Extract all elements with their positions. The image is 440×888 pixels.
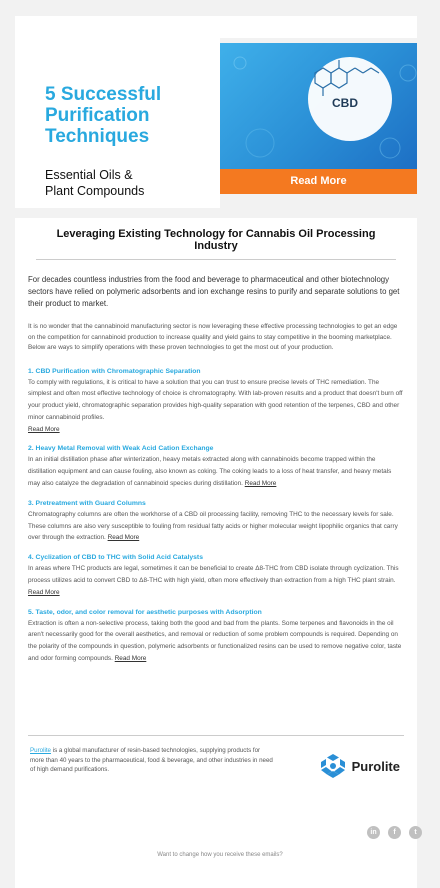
cbd-image-label: CBD bbox=[332, 96, 358, 110]
read-more-link[interactable]: Read More bbox=[28, 425, 60, 433]
section-4 bbox=[28, 554, 404, 598]
social-icons bbox=[367, 826, 422, 839]
section-body bbox=[28, 454, 404, 489]
section-text: In an initial distillation phase after winterization, heavy metals extracted along with cannabinoids become trapped within the distillation equipment and can cause fouling, also known as coking. The coking leads to a loss of heat transfer, and heavy metals may also catalyze the degradation of cannabinoid species during distillation. bbox=[28, 456, 392, 488]
section-text: To comply with regulations, it is critical to have a solution that you can trust to ensure precise levels of THC remediation. The simplest and often most effective technology of choice is chromatography. With lab-proven results and a product that doesn't burn off your product yield, chromatographic separation provides high-quality separation with good retention of the terpenes, CBD and other minor cannabinoid profiles. bbox=[28, 378, 403, 421]
section-3 bbox=[28, 500, 404, 544]
section-text: Extraction is often a non-selective process, taking both the good and bad from the plants. Some terpenes and flavonoids in the oil aren't necessarily good for the overall aesthetics, and removal or reduction of some problem compounds is required. Depending on the polarity of the compounds in question, polymeric adsorbents or functionalized resins can be used to remove negative color, taste and odor forming compounds. bbox=[28, 619, 402, 663]
linkedin-icon[interactable]: in bbox=[367, 826, 380, 839]
article-paragraph: It is no wonder that the cannabinoid manufacturing sector is now leveraging these effective processing technologies to get an edge on the competition for cannabinoid production to increase quality and yield gains to stay competitive in the booming marketplace. Below are ways to simplify operations with these proven technologies to get the most out of your production. bbox=[28, 323, 398, 351]
email-preferences-text[interactable]: Want to change how you receive these emails? bbox=[157, 852, 283, 858]
read-more-link[interactable]: Read More bbox=[28, 588, 60, 596]
company-footer bbox=[28, 735, 404, 796]
article-heading: Leveraging Existing Technology for Cannabis Oil Processing Industry bbox=[36, 228, 396, 260]
section-title: 2. Heavy Metal Removal with Weak Acid Cation Exchange bbox=[28, 445, 214, 453]
read-more-link[interactable]: Read More bbox=[107, 534, 140, 542]
section-1 bbox=[28, 368, 404, 436]
hero-image-panel bbox=[220, 38, 417, 208]
section-title: 5. Taste, odor, and color removal for aesthetic purposes with Adsorption bbox=[28, 608, 262, 616]
facebook-icon[interactable]: f bbox=[388, 826, 401, 839]
purolite-link[interactable]: Purolite bbox=[30, 747, 51, 754]
top-strip bbox=[15, 16, 417, 38]
purolite-logo[interactable] bbox=[320, 753, 400, 779]
section-text: Chromatography columns are often the workhorse of a CBD oil processing facility, removing THC to the necessary levels for sale. These columns are also very susceptible to fouling from residual fatty acids or higher molecular weight lipophilic organics that carry over through the extraction. bbox=[28, 510, 398, 542]
hero-title: 5 Successful Purification Techniques bbox=[45, 84, 162, 147]
cbd-molecule-graphic bbox=[220, 43, 417, 169]
section-title: 1. CBD Purification with Chromatographic Separation bbox=[28, 367, 201, 375]
hero-text-panel bbox=[15, 38, 220, 208]
email-container bbox=[15, 16, 417, 888]
section-title: 4. Cyclization of CBD to THC with Solid Acid Catalysts bbox=[28, 554, 203, 562]
section-body bbox=[28, 563, 404, 598]
section-body bbox=[28, 377, 404, 436]
section-5 bbox=[28, 609, 404, 665]
section-2 bbox=[28, 445, 404, 489]
article-content bbox=[15, 218, 417, 888]
section-title: 3. Pretreatment with Guard Columns bbox=[28, 499, 146, 507]
purolite-logo-text: Purolite bbox=[351, 758, 400, 774]
read-more-button[interactable]: Read More bbox=[220, 169, 417, 194]
read-more-link[interactable]: Read More bbox=[114, 655, 147, 663]
hero-banner bbox=[15, 38, 417, 208]
article-intro: For decades countless industries from the food and beverage to pharmaceutical and other biotechnology sectors have relied on polymeric adsorbents and ion exchange resins to purify and separate solutions to get their product to market. bbox=[28, 275, 400, 308]
company-description bbox=[30, 746, 275, 775]
section-body bbox=[28, 618, 404, 665]
company-description-text: is a global manufacturer of resin-based technologies, supplying products for more than 40 years to the pharmaceutical, food & beverage, and other industries in need of high demand purifications. bbox=[30, 747, 273, 773]
purolite-logo-icon bbox=[320, 753, 346, 779]
cbd-molecule-image bbox=[220, 43, 417, 169]
hero-subtitle: Essential Oils & Plant Compounds bbox=[45, 168, 145, 198]
read-more-link[interactable]: Read More bbox=[244, 480, 277, 488]
twitter-icon[interactable]: t bbox=[409, 826, 422, 839]
section-body bbox=[28, 509, 404, 544]
section-text: In areas where THC products are legal, sometimes it can be beneficial to create Δ8-THC from CBD isolate through cyclization. This process utilizes acid to convert CBD to Δ8-THC with high yield, often more effectively than extraction from a high THC plant strain. bbox=[28, 565, 399, 585]
